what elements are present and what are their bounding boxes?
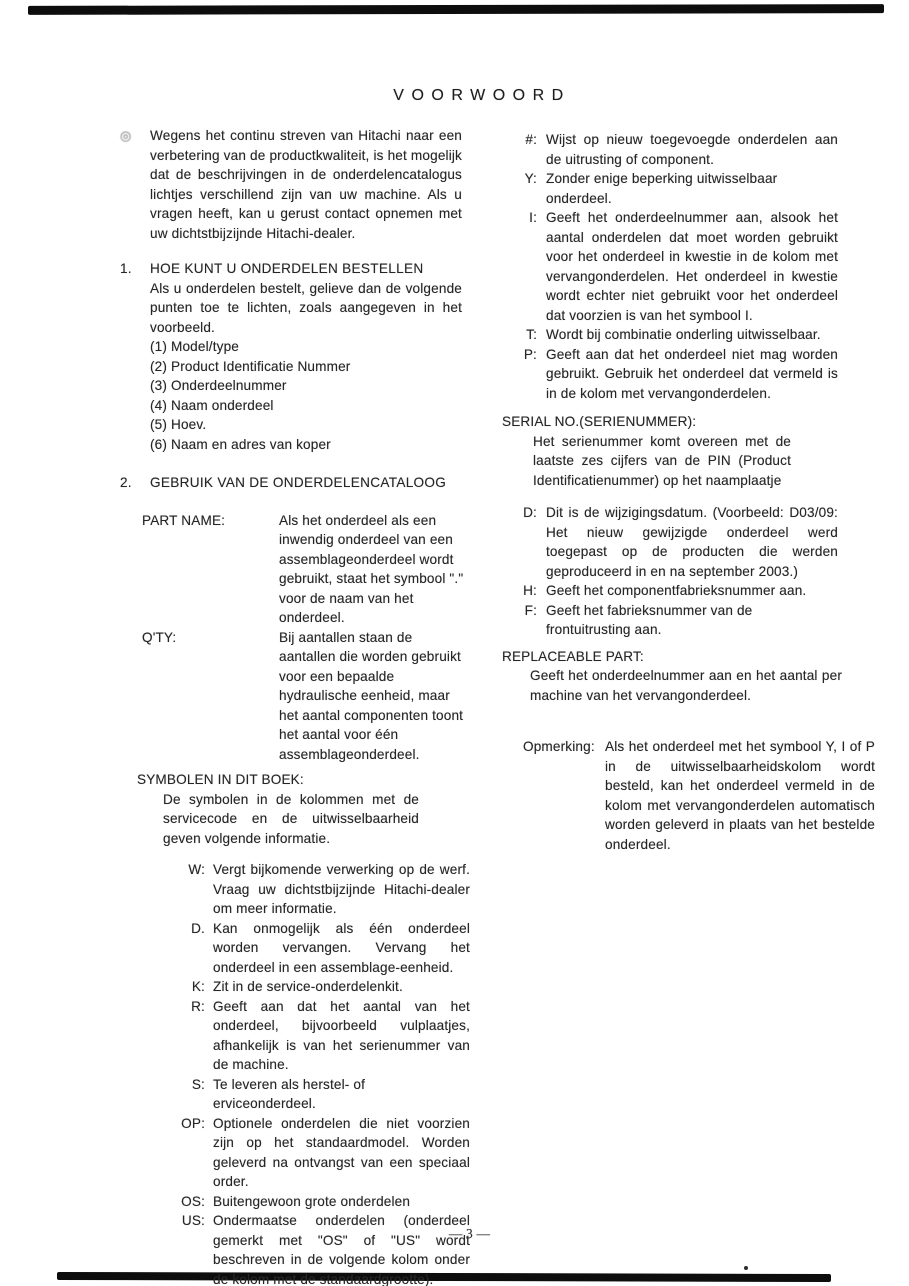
definition-term: Q'TY:: [142, 629, 177, 645]
circle-bullet-icon: ◎: [120, 128, 132, 143]
symbol-key: W:: [188, 862, 205, 877]
section-1-title: HOE KUNT U ONDERDELEN BESTELLEN: [150, 261, 424, 276]
symbol-item-r: [120, 997, 470, 1075]
symbol-key: T:: [526, 327, 537, 342]
symbol-text: Vergt bijkomende verwerking op de werf. Vraag uw dichtstbijzijnde Hitachi-dealer om meer informatie.: [213, 862, 470, 916]
symbol-text: Optionele onderdelen die niet voorzien zijn op het standaardmodel. Worden geleverd na ontvangst van een speciaal order.: [213, 1115, 470, 1189]
symbols-section: [120, 770, 470, 1286]
symbol-text: Geeft het componentfabrieksnummer aan.: [546, 583, 807, 598]
symbol-text: Kan onmogelijk als één onderdeel worden vervangen. Vervang het onderdeel in een assemblage-eenheid.: [213, 920, 470, 975]
section-1-heading: [120, 259, 470, 279]
definition-qty: [120, 628, 470, 765]
symbol-item-i: [502, 208, 888, 325]
note-label: Opmerking:: [523, 739, 595, 754]
symbol-key: #:: [525, 132, 537, 147]
symbol-key: D:: [523, 505, 537, 520]
symbol-item-us: [120, 1211, 470, 1286]
definition-description: Bij aantallen staan de aantallen die worden gebruikt voor een bepaalde hydraulische eenheid, maar het aantal componenten toont het aantal voor één assemblageonderdeel.: [279, 629, 464, 762]
symbol-key: I:: [529, 210, 537, 225]
section-2-title: GEBRUIK VAN DE ONDERDELENCATALOOG: [150, 475, 447, 490]
replaceable-body: Geeft het onderdeelnummer aan en het aantal per machine van het vervangonderdeel.: [530, 668, 842, 703]
serial-body: Het serienummer komt overeen met de laatste zes cijfers van de PIN (Product Identificatienummer) op het naamplaatje: [533, 433, 791, 488]
symbol-item-f: [502, 601, 888, 640]
symbol-item-p: [502, 345, 888, 404]
scan-speck: [744, 1266, 748, 1270]
intro-paragraph: [120, 126, 470, 243]
symbol-key: R:: [191, 998, 205, 1014]
order-points-list: [150, 337, 462, 454]
symbol-text: Zit in de service-onderdelenkit.: [213, 979, 403, 994]
symbol-item-k: [120, 977, 470, 997]
symbol-item-hash: [502, 130, 888, 169]
definition-description: Als het onderdeel als een inwendig onderdeel van een assemblageonderdeel wordt gebruikt, staat het symbool "." voor de naam van het onderdeel.: [279, 512, 464, 625]
note-remark: [502, 737, 888, 854]
symbol-key: US:: [181, 1213, 205, 1228]
replaceable-heading: REPLACEABLE PART:: [502, 648, 644, 664]
definition-part-name: [120, 511, 470, 628]
symbol-text: Geeft aan dat het aantal van het onderdeel, bijvoorbeeld vulplaatjes, afhankelijk is van het serienummer van de machine.: [213, 998, 470, 1072]
list-item: (3) Onderdeelnummer: [150, 378, 287, 393]
symbol-item-d: [120, 919, 470, 978]
page-number: — 3 —: [448, 1226, 491, 1241]
symbol-text: Wijst op nieuw toegevoegde onderdelen aan de uitrusting of component.: [546, 132, 838, 167]
symbol-text: Te leveren als herstel- of erviceonderdeel.: [213, 1076, 365, 1111]
section-1-body: [150, 279, 462, 455]
list-item: (2) Product Identificatie Nummer: [150, 358, 351, 374]
list-item: (6) Naam en adres van koper: [150, 436, 331, 452]
intro-text: Wegens het continu streven van Hitachi naar een verbetering van de productkwaliteit, is het mogelijk dat de beschrijvingen in de onderdelencatalogus lichtjes verschillend zijn van uw machine. Als u vragen heeft, kan u gerust contact opnemen met uw dichtstbijzijnde Hitachi-dealer.: [150, 128, 462, 241]
symbol-item-w: [120, 860, 470, 919]
symbol-text: Zonder enige beperking uitwisselbaar onderdeel.: [546, 171, 778, 206]
section-1-number: 1.: [120, 261, 132, 276]
symbol-text: Geeft aan dat het onderdeel niet mag worden gebruikt. Gebruik het onderdeel dat vermeld is in de kolom met vervangonderdelen.: [546, 346, 838, 401]
symbol-key: S:: [191, 1076, 205, 1092]
symbol-key: Y:: [524, 171, 537, 186]
symbol-key: OP:: [181, 1115, 205, 1131]
symbols-intro: De symbolen in de kolommen met de servicecode en de uitwisselbaarheid geven volgende informatie.: [163, 791, 419, 846]
list-item: (4) Naam onderdeel: [150, 397, 274, 413]
definition-term: PART NAME:: [142, 512, 226, 528]
symbol-item-os: [120, 1192, 470, 1212]
section-catalog-use: [120, 473, 470, 764]
section-1-text: Als u onderdelen bestelt, gelieve dan de volgende punten toe te lichten, zoals aangegeven in het voorbeeld.: [150, 280, 462, 335]
left-column: [120, 126, 470, 1286]
symbol-text: Buitengewoon grote onderdelen: [213, 1193, 411, 1209]
right-column: [502, 130, 888, 854]
symbol-item-h: [502, 581, 888, 601]
scan-artifact-top: [28, 4, 884, 15]
serial-number-section: [502, 412, 888, 640]
note-text: Als het onderdeel met het symbool Y, I of P in de uitwisselbaarheidskolom wordt besteld, kan het onderdeel vermeld in de kolom met vervangonderdelen automatisch worden geleverd in plaats van het bestelde onderdeel.: [605, 739, 875, 852]
symbol-key: K:: [191, 979, 205, 994]
symbol-key: OS:: [181, 1193, 205, 1209]
symbol-item-s: [120, 1075, 470, 1114]
section-how-to-order: [120, 259, 470, 454]
serial-heading: SERIAL NO.(SERIENUMMER):: [502, 414, 697, 429]
page-title: VOORWOORD: [393, 87, 571, 104]
symbol-text: Ondermaatse onderdelen (onderdeel gemerkt met "OS" of "US" wordt beschreven in de volgende kolom onder de kolom met de standaardgrootte).: [213, 1213, 470, 1286]
symbol-text: Wordt bij combinatie onderling uitwisselbaar.: [546, 327, 821, 342]
symbol-item-op: [120, 1114, 470, 1192]
symbol-key: H:: [523, 583, 537, 598]
symbol-text: Geeft het fabrieksnummer van de frontuitrusting aan.: [546, 602, 753, 637]
symbol-item-t: [502, 325, 888, 345]
symbol-key: D.: [191, 920, 205, 936]
symbol-item-date: [502, 503, 888, 581]
symbols-heading: SYMBOLEN IN DIT BOEK:: [137, 772, 304, 787]
symbol-text: Dit is de wijzigingsdatum. (Voorbeeld: D03/09: Het nieuw gewijzigde onderdeel werd toegepast op de producten die werden geproduceerd in en na september 2003.): [546, 505, 838, 579]
section-2-heading: [120, 473, 470, 493]
section-2-number: 2.: [120, 475, 132, 490]
symbol-key: P:: [523, 346, 537, 362]
symbol-key: F:: [524, 602, 537, 618]
symbol-text: Geeft het onderdeelnummer aan, alsook het aantal onderdelen dat moet worden gebruikt voor het onderdeel in kwestie in de kolom met vervangonderdelen. Het onderdeel in kwestie wordt echter niet gebruikt voor het onderdeel dat voorzien is van het symbool I.: [546, 210, 838, 323]
list-item: (5) Hoev.: [150, 417, 207, 432]
symbol-item-y: [502, 169, 888, 208]
list-item: (1) Model/type: [150, 339, 239, 354]
replaceable-part-section: [502, 647, 888, 706]
